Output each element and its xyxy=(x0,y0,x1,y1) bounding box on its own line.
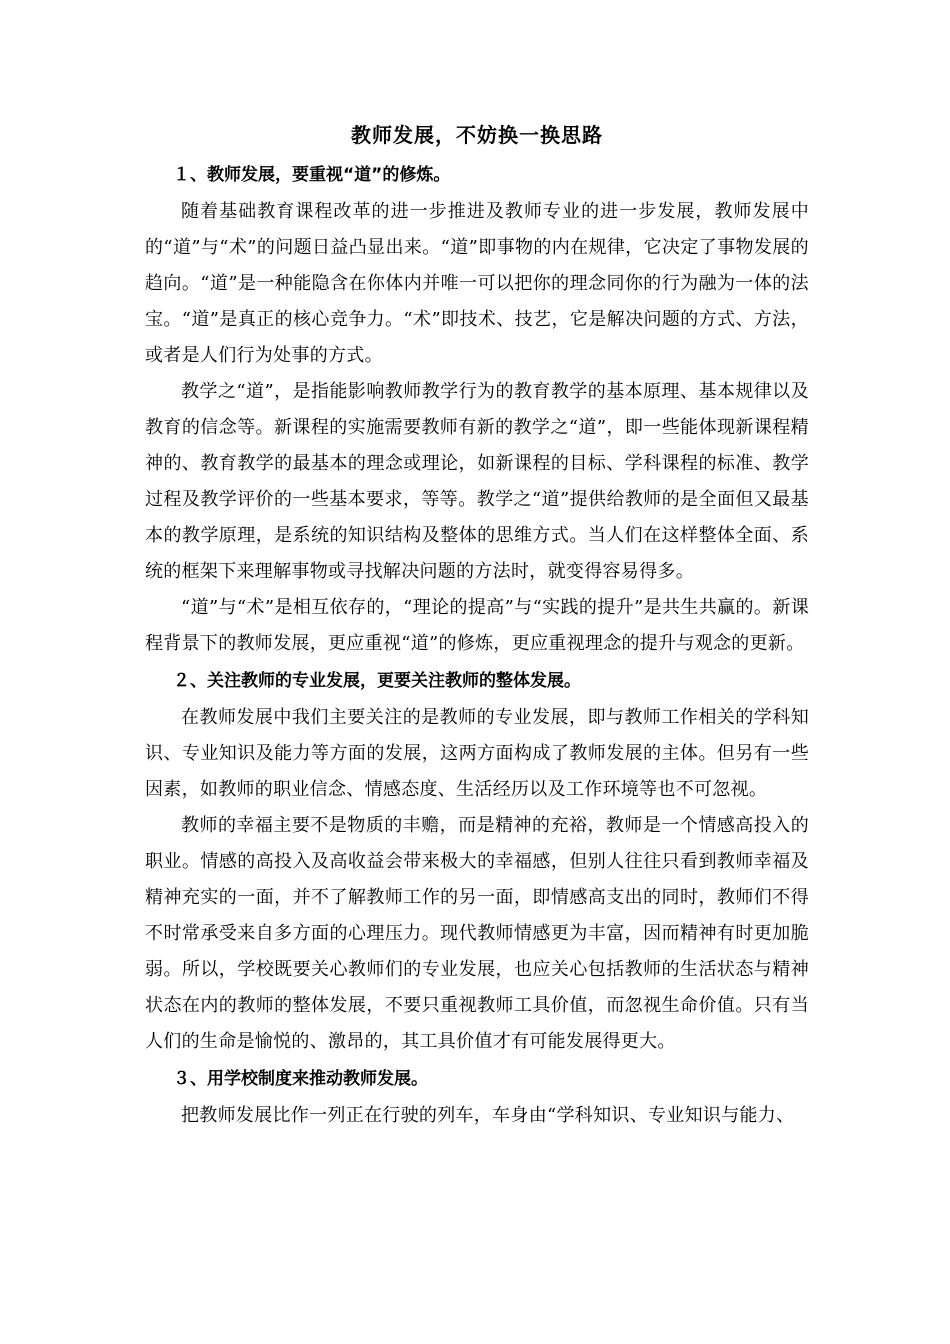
section-1 xyxy=(145,156,809,662)
paragraph: 教学之“道”，是指能影响教师教学行为的教育教学的基本原理、基本规律以及教育的信念等。新课程的实施需要教师有新的教学之“道”，即一些能体现新课程精神的、教育教学的最基本的理念或理论，如新课程的目标、学科课程的标准、教学过程及教学评价的一些基本要求，等等。教学之“道”提供给教师的是全面但又最基本的教学原理，是系统的知识结构及整体的思维方式。当人们在这样整体全面、系统的框架下来理解事物或寻找解决问题的方法时，就变得容易得多。 xyxy=(145,381,809,582)
paragraph: 在教师发展中我们主要关注的是教师的专业发展，即与教师工作相关的学科知识、专业知识及能力等方面的发展，这两方面构成了教师发展的主体。但另有一些因素，如教师的职业信念、情感态度、生活经历以及工作环境等也不可忽视。 xyxy=(145,707,809,800)
paragraph: “道”与“术”是相互依存的，“理论的提高”与“实践的提升”是共生共赢的。新课程背景下的教师发展，更应重视“道”的修炼，更应重视理念的提升与观念的更新。 xyxy=(145,597,809,654)
section-heading: ３、用学校制度来推动教师发展。 xyxy=(173,1069,428,1089)
paragraph: 随着基础教育课程改革的进一步推进及教师专业的进一步发展，教师发展中的“道”与“术”的问题日益凸显出来。“道”即事物的内在规律，它决定了事物发展的趋向。“道”是一种能隐含在你体内并唯一可以把你的理念同你的行为融为一体的法宝。“道”是真正的核心竞争力。“术”即技术、技艺，它是解决问题的方式、方法，或者是人们行为处事的方式。 xyxy=(145,201,809,366)
section-heading: １、教师发展，要重视“道”的修炼。 xyxy=(173,165,451,185)
paragraph: 教师的幸福主要不是物质的丰赡，而是精神的充裕，教师是一个情感高投入的职业。情感的高投入及高收益会带来极大的幸福感，但别人往往只看到教师幸福及精神充实的一面，并不了解教师工作的另一面，即情感高支出的同时，教师们不得不时常承受来自多方面的心理压力。现代教师情感更为丰富，因而精神有时更加脆弱。所以，学校既要关心教师们的专业发展，也应关心包括教师的生活状态与精神状态在内的教师的整体发展，不要只重视教师工具价值，而忽视生命价值。只有当人们的生命是愉悦的、激昂的，其工具价值才有可能发展得更大。 xyxy=(145,815,809,1052)
section-heading: ２、关注教师的专业发展，更要关注教师的整体发展。 xyxy=(173,671,581,691)
paragraph: 把教师发展比作一列正在行驶的列车，车身由“学科知识、专业知识与能力、 xyxy=(181,1105,795,1126)
document-page xyxy=(145,118,809,1134)
document-title: 教师发展，不妨换一换思路 xyxy=(351,123,603,147)
section-3 xyxy=(145,1060,809,1134)
section-2 xyxy=(145,662,809,1060)
